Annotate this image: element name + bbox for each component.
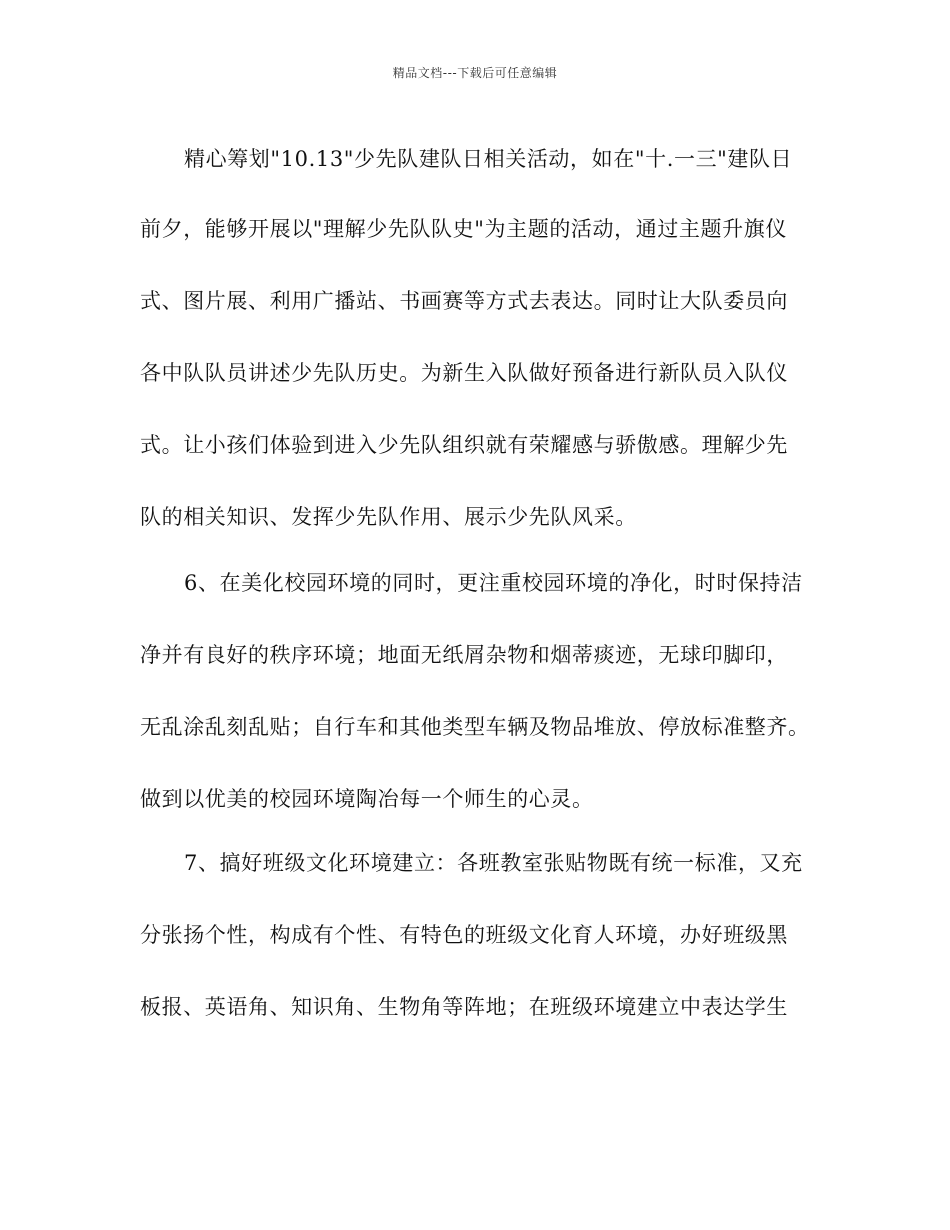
body-line: 无乱涂乱刻乱贴；自行车和其他类型车辆及物品堆放、停放标准整齐。 xyxy=(140,715,810,739)
body-line: 式。让小孩们体验到进入少先队组织就有荣耀感与骄傲感。理解少先 xyxy=(140,433,788,457)
body-line: 精心筹划"10.13"少先队建队日相关活动，如在"十.一三"建队日 xyxy=(184,147,793,171)
body-line: 板报、英语角、知识角、生物角等阵地；在班级环境建立中表达学生 xyxy=(140,995,788,1019)
body-line: 7、搞好班级文化环境建立：各班教室张贴物既有统一标准，又充 xyxy=(184,851,803,875)
body-line: 做到以优美的校园环境陶冶每一个师生的心灵。 xyxy=(140,787,594,811)
body-line: 队的相关知识、发挥少先队作用、展示少先队风采。 xyxy=(140,505,637,529)
body-line: 6、在美化校园环境的同时，更注重校园环境的净化，时时保持洁 xyxy=(184,571,803,595)
body-line: 分张扬个性，构成有个性、有特色的班级文化育人环境，办好班级黑 xyxy=(140,923,788,947)
body-line: 前夕，能够开展以"理解少先队队史"为主题的活动，通过主题升旗仪 xyxy=(140,217,787,241)
page-header: 精品文档---下载后可任意编辑 xyxy=(392,66,558,80)
body-line: 各中队队员讲述少先队历史。为新生入队做好预备进行新队员入队仪 xyxy=(140,361,788,385)
body-line: 净并有良好的秩序环境；地面无纸屑杂物和烟蒂痰迹，无球印脚印， xyxy=(140,643,788,667)
body-line: 式、图片展、利用广播站、书画赛等方式去表达。同时让大队委员向 xyxy=(140,289,788,313)
